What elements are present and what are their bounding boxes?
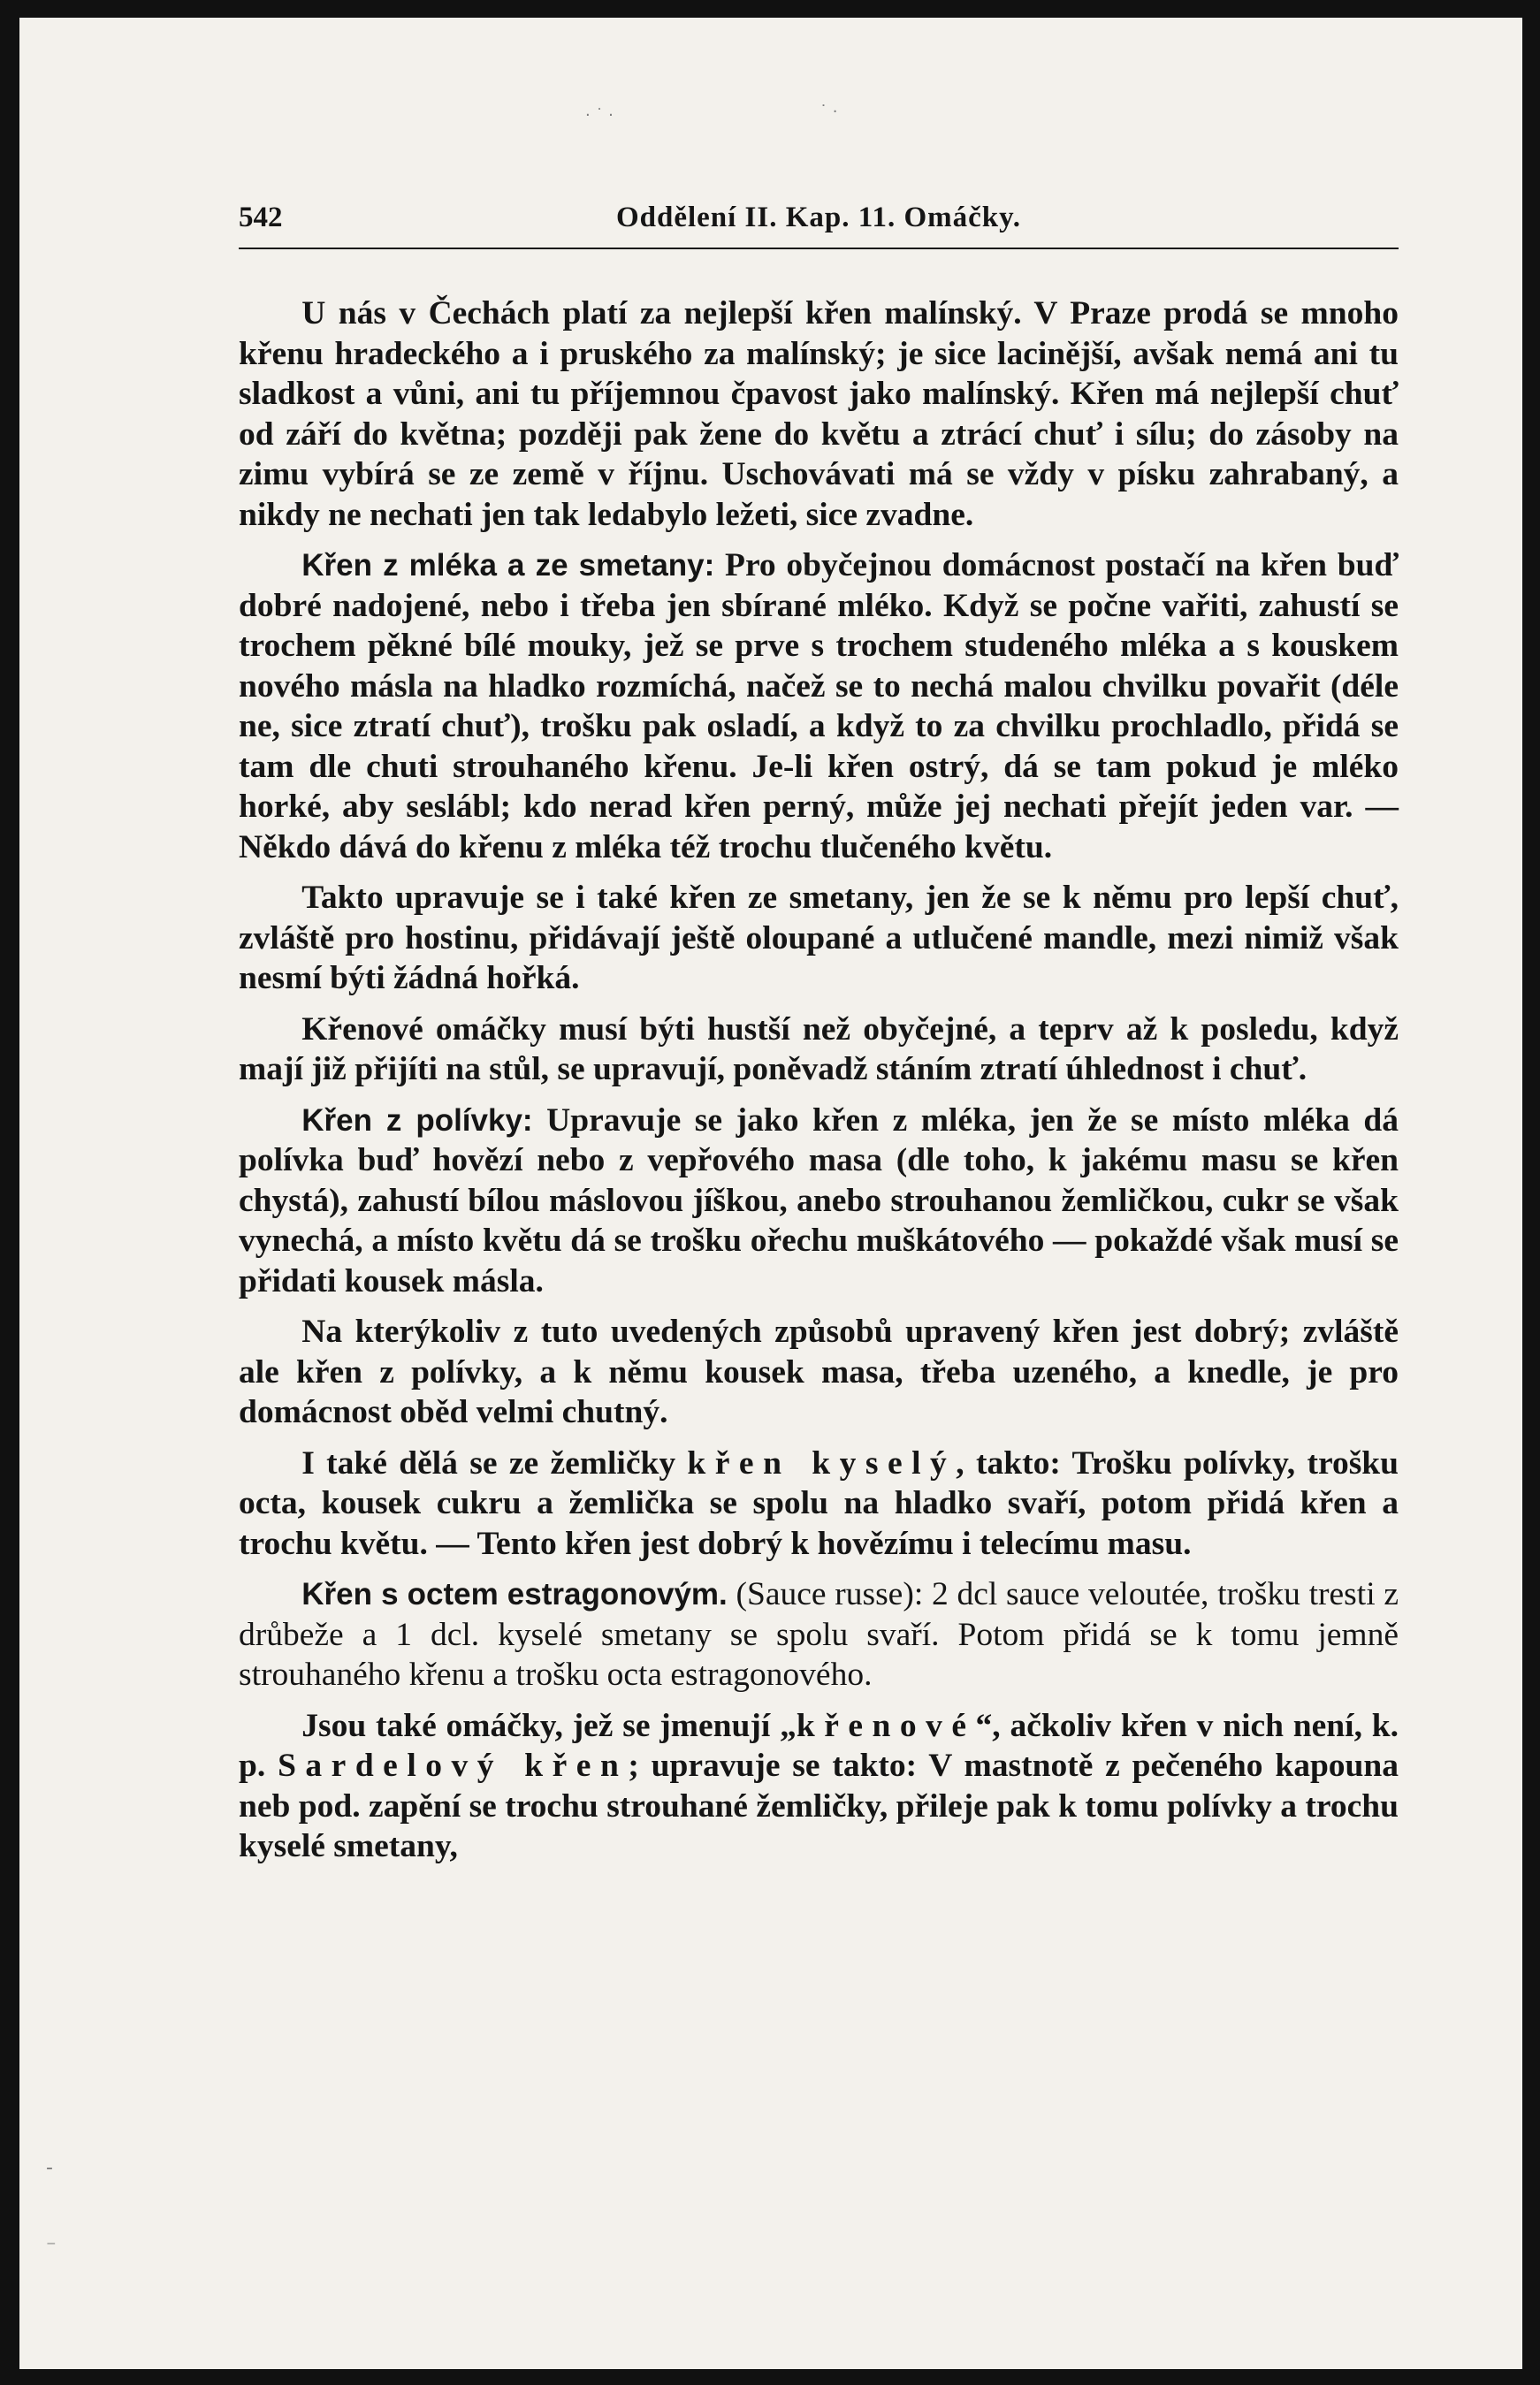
page-header — [239, 194, 1399, 249]
text-run: Na kterýkoliv z tuto uvedených způsobů upravený křen jest dobrý; zvláště ale křen z polívky, a k němu kousek masa, třeba uzeného, a knedle, je pro domácnost oběd velmi chutný. — [239, 1314, 1399, 1430]
scan-speck: ⁻ — [46, 2236, 57, 2259]
paragraph — [239, 293, 1399, 535]
paragraph — [239, 1444, 1399, 1565]
text-run: Takto upravuje se i také křen ze smetany, jen že se k němu pro lepší chuť, zvláště pro hostinu, přidávají ještě oloupané a utlučené mandle, mezi nimiž však nesmí býti žádná hořká. — [239, 880, 1399, 996]
paragraph — [239, 1574, 1399, 1695]
paragraph — [239, 545, 1399, 867]
scan-speck: - — [46, 2157, 53, 2179]
spaced-term: křenové — [796, 1707, 976, 1744]
spaced-term: Sardelový křen — [278, 1748, 629, 1784]
scan-speck: ˙ · — [820, 103, 838, 121]
recipe-heading: Křen z mléka a ze smetany: — [301, 548, 715, 583]
page-number: 542 — [239, 202, 283, 233]
recipe-heading: Křen z polívky: — [301, 1102, 533, 1138]
text-run: “, ačkoliv křen v nich není, k. p. — [239, 1707, 1399, 1784]
paragraph — [239, 1101, 1399, 1302]
text-run: I také dělá se ze žemličky — [301, 1444, 688, 1482]
text-run: Křenové omáčky musí býti hustší než obyčejné, a teprv až k posledu, když mají již přijíti na stůl, se upravují, poněvadž stáním ztratí úhlednost i chuť. — [239, 1010, 1399, 1087]
running-head: Oddělení II. Kap. 11. Omáčky. — [615, 202, 1022, 233]
text-run: Upravuje se jako křen z mléka, jen že se místo mléka dá polívka buď hovězí nebo z vepřového masa (dle toho, k jakému masu se křen chystá), zahustí bílou máslovou jíškou, anebo strouhanou žemličkou, cukr se však vynechá, a místo květu dá se trošku ořechu muškátového — pokaždé však musí se přidati kousek másla. — [239, 1101, 1399, 1299]
recipe-heading: Křen s octem estragonovým. — [301, 1577, 728, 1612]
paragraph — [239, 1706, 1399, 1867]
paragraph — [239, 1312, 1399, 1433]
text-run: ; upravuje se takto: V mastnotě z pečeného kapouna neb pod. zapění se trochu strouhané žemličky, přileje pak k tomu polívky a trochu kyselé smetany, — [239, 1748, 1399, 1864]
text-run: U nás v Čechách platí za nejlepší křen malínský. V Praze prodá se mnoho křenu hradeckého a i pruského za malínský; je sice lacinější, avšak nemá ani tu sladkost a vůni, ani tu příjemnou čpavost jako malínský. Křen má nejlepší chuť od září do května; později pak žene do květu a ztrácí chuť i sílu; do zásoby na zimu vybírá se ze země v říjnu. Uschovávati má se vždy v písku zahrabaný, a nikdy ne nechati jen tak ledabylo ležeti, sice zvadne. — [239, 295, 1399, 533]
scan-speck: · ˙ · — [585, 106, 614, 125]
paragraph — [239, 878, 1399, 999]
spaced-term: křen kyselý — [687, 1444, 957, 1482]
paragraph — [239, 1010, 1399, 1090]
text-run: (Sauce russe): 2 dcl sauce veloutée, trošku tresti z drůbeže a 1 dcl. kyselé smetany se spolu svaří. Potom přidá se k tomu jemně strouhaného křenu a trošku octa estragonového. — [239, 1576, 1399, 1693]
text-run: Jsou také omáčky, jež se jmenují „ — [301, 1707, 797, 1744]
text-column — [239, 194, 1399, 1878]
text-run: , takto: Trošku polívky, trošku octa, kousek cukru a žemlička se spolu na hladko svaří, potom přidá křen a trochu květu. — Tento křen jest dobrý k hovězímu i telecímu masu. — [239, 1444, 1399, 1562]
text-run: Pro obyčejnou domácnost postačí na křen buď dobré nadojené, nebo i třeba jen sbírané mléko. Když se počne vařiti, zahustí se trochem pěkné bílé mouky, jež se prve s trochem studeného mléka a s kouskem nového másla na hladko rozmíchá, načež se to nechá malou chvilku povařit (déle ne, sice ztratí chuť), trošku pak osladí, a když to za chvilku prochladlo, přidá se tam dle chuti strouhaného křenu. Je-li křen ostrý, dá se tam pokud je mléko horké, aby seslábl; kdo nerad křen perný, může jej nechati přejít jeden var. — Někdo dává do křenu z mléka též trochu tlučeného květu. — [239, 547, 1399, 865]
body-text — [239, 293, 1399, 1867]
book-page — [19, 18, 1522, 2369]
